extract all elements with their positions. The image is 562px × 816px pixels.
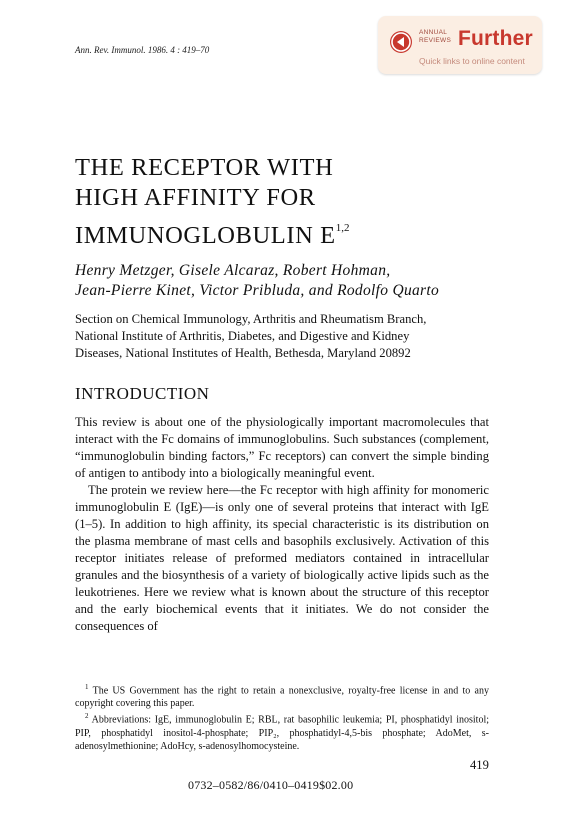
further-links-badge[interactable] [378, 16, 542, 74]
author-list [75, 261, 439, 301]
authors-line-1: Henry Metzger, Gisele Alcaraz, Robert Hohman, [75, 262, 391, 279]
page-number: 419 [470, 758, 489, 772]
article-title [75, 153, 349, 251]
footnotes [75, 681, 489, 753]
footnote-1 [75, 681, 489, 710]
affiliation-line-1: Section on Chemical Immunology, Arthritis and Rheumatism Branch, [75, 312, 427, 326]
title-line-3: IMMUNOGLOBULIN E [75, 222, 336, 249]
affiliation-line-3: Diseases, National Institutes of Health, Bethesda, Maryland 20892 [75, 346, 411, 360]
badge-subtitle: Quick links to online content [419, 56, 525, 66]
footnote-2 [75, 710, 489, 752]
title-line-2: HIGH AFFINITY FOR [75, 184, 316, 211]
title-footnote-marks: 1,2 [335, 222, 350, 234]
badge-line1: ANNUAL [419, 29, 448, 36]
footnote-2-mark: 2 [85, 712, 89, 721]
annual-reviews-wordmark [419, 29, 451, 45]
badge-line2: REVIEWS [419, 37, 452, 44]
play-back-icon [390, 31, 412, 53]
affiliation-line-2: National Institute of Arthritis, Diabetes, and Digestive and Kidney [75, 329, 410, 343]
article-code: 0732–0582/86/0410–0419$02.00 [188, 778, 354, 792]
footnote-1-text: The US Government has the right to retain a nonexclusive, royalty-free license in and to any copyright covering this paper. [75, 685, 489, 710]
journal-citation: Ann. Rev. Immunol. 1986. 4 : 419–70 [75, 45, 210, 55]
body-text [75, 414, 489, 635]
section-heading: INTRODUCTION [75, 384, 210, 403]
paragraph-2: The protein we review here—the Fc receptor with high affinity for monomeric immunoglobulin E (IgE)—is only one of several proteins that interact with IgE (1–5). In addition to high affinity, its special characteristic is its distribution on the plasma membrane of mast cells and basophils exclusively. Activation of this receptor initiates release of preformed mediators contained in intracellular granules and the biosynthesis of a variety of biologically active lipids such as the leukotrienes. Here we review what is known about the structure of this receptor and the early biochemical events that it initiates. We do not consider the consequences of [75, 483, 489, 633]
footnote-1-mark: 1 [85, 683, 89, 691]
title-line-1: THE RECEPTOR WITH [75, 154, 334, 181]
footnote-2-text: Abbreviations: IgE, immunoglobulin E; RBL, rat basophilic leukemia; PI, phosphatidyl inositol; PIP, phosphatidyl inositol-4-phosphate; PIP₂, phosphatidyl-4,5-bis phosphate; AdoMet, s-adenosylmethionine; AdoHcy, s-adenosylhomocysteine. [75, 714, 489, 752]
badge-further-label: Further [458, 27, 533, 50]
affiliation [75, 311, 495, 362]
authors-line-2: Jean-Pierre Kinet, Victor Pribluda, and Rodolfo Quarto [75, 282, 440, 299]
paragraph-1: This review is about one of the physiologically important macromolecules that interact with the Fc domains of immunoglobulins. Such substances (complement, “immunoglobulin binding factors,” Fc receptors) can convert the simple binding of antigen to antibody into a biologically meaningful event. [75, 415, 489, 480]
